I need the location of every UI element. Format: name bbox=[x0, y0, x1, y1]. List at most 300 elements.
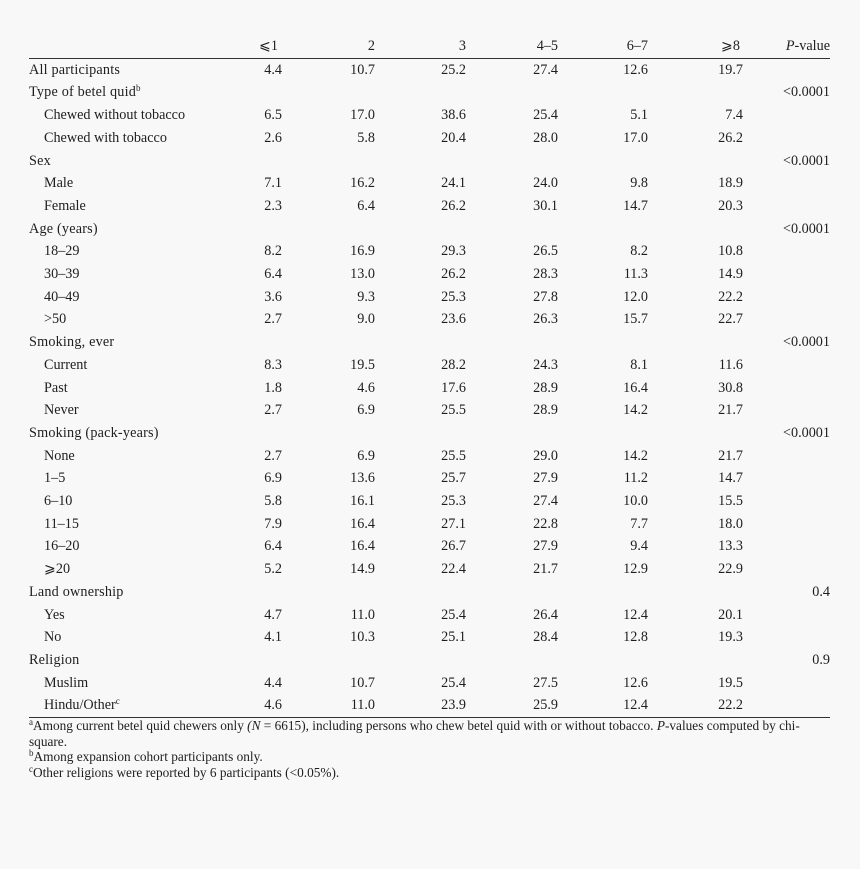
table-cell: 17.0 bbox=[623, 129, 648, 146]
table-cell: 12.0 bbox=[623, 288, 648, 305]
header-label bbox=[29, 35, 224, 58]
row-label-text: 30–39 bbox=[44, 266, 80, 283]
column-header: 4–5 bbox=[494, 35, 584, 58]
table-cell: 22.2 bbox=[718, 288, 743, 305]
row-label-text: 18–29 bbox=[44, 243, 80, 260]
table-group-row bbox=[29, 422, 830, 445]
table-cell: 9.8 bbox=[630, 175, 648, 192]
footnote-text: -values computed by chi-square. bbox=[29, 718, 800, 749]
table-cell: 2.7 bbox=[264, 311, 282, 328]
table-body bbox=[29, 58, 830, 717]
table-cell bbox=[494, 81, 584, 104]
table-cell bbox=[584, 331, 674, 354]
row-label bbox=[29, 195, 224, 218]
table-cell: 8.2 bbox=[630, 243, 648, 260]
table-group-row bbox=[29, 150, 830, 173]
table-cell bbox=[314, 581, 404, 604]
table-cell: 25.4 bbox=[441, 674, 466, 691]
table-cell: 6.4 bbox=[264, 538, 282, 555]
row-label bbox=[29, 626, 224, 649]
table-cell: 17.6 bbox=[441, 379, 466, 396]
row-label-text: >50 bbox=[44, 311, 67, 328]
table-cell: 22.9 bbox=[718, 561, 743, 578]
table-cell: 2.6 bbox=[264, 129, 282, 146]
table-row bbox=[29, 286, 830, 309]
pvalue-header-rest: -value bbox=[794, 38, 830, 54]
row-label-text: Smoking, ever bbox=[29, 334, 115, 351]
table-cell bbox=[584, 649, 674, 672]
table-cell: 25.3 bbox=[441, 288, 466, 305]
table-cell: 14.7 bbox=[623, 197, 648, 214]
table-cell: 26.7 bbox=[441, 538, 466, 555]
row-label-text: Chewed with tobacco bbox=[44, 129, 167, 146]
footnote-a bbox=[29, 718, 834, 749]
column-header: 2 bbox=[314, 35, 404, 58]
table-cell: 10.7 bbox=[350, 674, 375, 691]
table-cell: 14.2 bbox=[623, 402, 648, 419]
pvalue-cell bbox=[764, 127, 830, 150]
table-cell: 9.3 bbox=[357, 288, 375, 305]
table-row bbox=[29, 104, 830, 127]
footnote-c bbox=[29, 765, 834, 781]
table-cell bbox=[674, 150, 764, 173]
row-label-text: Religion bbox=[29, 651, 80, 668]
table-cell bbox=[404, 218, 494, 241]
table-cell bbox=[674, 81, 764, 104]
table-cell: 26.4 bbox=[533, 606, 558, 623]
table-row bbox=[29, 172, 830, 195]
table-row bbox=[29, 127, 830, 150]
table-cell bbox=[224, 331, 314, 354]
row-label bbox=[29, 308, 224, 331]
table-cell bbox=[314, 649, 404, 672]
table-cell: 16.4 bbox=[623, 379, 648, 396]
table-cell: 4.6 bbox=[224, 694, 314, 717]
row-label bbox=[29, 558, 224, 581]
table-cell bbox=[494, 150, 584, 173]
table-cell: 29.3 bbox=[441, 243, 466, 260]
row-label bbox=[29, 445, 224, 468]
pvalue-cell bbox=[764, 263, 830, 286]
row-label bbox=[29, 513, 224, 536]
table-cell bbox=[494, 649, 584, 672]
pvalue-cell bbox=[764, 672, 830, 695]
table-cell bbox=[584, 218, 674, 241]
column-header: 6–7 bbox=[584, 35, 674, 58]
table-cell: 11.2 bbox=[623, 470, 648, 487]
table-cell: 27.5 bbox=[533, 674, 558, 691]
row-label-text: 1–5 bbox=[44, 470, 66, 487]
pvalue-cell bbox=[764, 308, 830, 331]
table-cell: 16.4 bbox=[350, 515, 375, 532]
table-cell bbox=[404, 331, 494, 354]
table-cell: 27.9 bbox=[533, 470, 558, 487]
row-label bbox=[29, 377, 224, 400]
table-cell: 12.4 bbox=[584, 694, 674, 717]
row-label-text: Muslim bbox=[44, 674, 89, 691]
table-cell: 26.5 bbox=[533, 243, 558, 260]
pvalue-cell bbox=[764, 354, 830, 377]
column-header: ⩽1 bbox=[224, 35, 314, 58]
footnote-text: Among expansion cohort participants only. bbox=[33, 749, 263, 764]
table-cell: 27.4 bbox=[533, 61, 558, 78]
row-label bbox=[29, 127, 224, 150]
table-cell: 8.3 bbox=[264, 356, 282, 373]
table-cell: 19.5 bbox=[350, 356, 375, 373]
table-cell: 12.4 bbox=[623, 606, 648, 623]
table-cell: 16.2 bbox=[350, 175, 375, 192]
row-label-text: None bbox=[44, 447, 75, 464]
table-cell: 12.6 bbox=[623, 61, 648, 78]
row-label bbox=[29, 263, 224, 286]
table-cell: 23.9 bbox=[404, 694, 494, 717]
table-cell: 6.9 bbox=[264, 470, 282, 487]
pvalue-cell bbox=[764, 694, 830, 717]
table-row bbox=[29, 694, 830, 717]
table-cell: 22.4 bbox=[441, 561, 466, 578]
table-cell: 14.9 bbox=[350, 561, 375, 578]
table-row bbox=[29, 354, 830, 377]
header-row bbox=[29, 35, 830, 58]
table-cell bbox=[674, 331, 764, 354]
column-header: 3 bbox=[404, 35, 494, 58]
table-cell: 11.0 bbox=[350, 606, 375, 623]
table-cell: 13.6 bbox=[350, 470, 375, 487]
table-cell: 27.8 bbox=[533, 288, 558, 305]
table-row bbox=[29, 513, 830, 536]
table-group-row bbox=[29, 81, 830, 104]
footnote-text: P bbox=[656, 718, 665, 733]
table-cell bbox=[584, 422, 674, 445]
table-cell: 12.8 bbox=[623, 629, 648, 646]
table-cell: 26.2 bbox=[441, 197, 466, 214]
table-cell: 30.8 bbox=[718, 379, 743, 396]
table-cell bbox=[314, 150, 404, 173]
table-cell bbox=[314, 81, 404, 104]
row-label-text: All participants bbox=[29, 61, 121, 78]
row-label bbox=[29, 694, 224, 717]
table-cell: 25.2 bbox=[441, 61, 466, 78]
table-cell: 6.4 bbox=[357, 197, 375, 214]
table-cell: 4.6 bbox=[357, 379, 375, 396]
table-cell: 13.3 bbox=[718, 538, 743, 555]
pvalue-cell: 0.9 bbox=[812, 651, 830, 668]
table-row bbox=[29, 445, 830, 468]
table-cell: 15.7 bbox=[623, 311, 648, 328]
row-label-text: Chewed without tobacco bbox=[44, 107, 186, 124]
row-label bbox=[29, 218, 224, 241]
row-label-text: Land ownership bbox=[29, 583, 124, 600]
pvalue-cell bbox=[764, 467, 830, 490]
table-cell: 11.6 bbox=[718, 356, 743, 373]
table-cell: 28.3 bbox=[533, 266, 558, 283]
pvalue-cell bbox=[764, 58, 830, 81]
row-label-text: Yes bbox=[44, 606, 65, 623]
table-cell: 18.0 bbox=[718, 515, 743, 532]
pvalue-cell bbox=[764, 172, 830, 195]
pvalue-cell bbox=[764, 490, 830, 513]
row-label-text: 6–10 bbox=[44, 493, 73, 510]
table-cell bbox=[674, 218, 764, 241]
table-cell bbox=[314, 218, 404, 241]
table-cell bbox=[314, 331, 404, 354]
table-cell: 28.9 bbox=[533, 379, 558, 396]
table-cell: 14.9 bbox=[718, 266, 743, 283]
table-cell: 25.3 bbox=[441, 493, 466, 510]
footnote-mark: b bbox=[136, 83, 141, 94]
table-row bbox=[29, 399, 830, 422]
table-group-row bbox=[29, 649, 830, 672]
table-row bbox=[29, 604, 830, 627]
table-cell: 4.1 bbox=[264, 629, 282, 646]
table-cell: 16.1 bbox=[350, 493, 375, 510]
table-cell: 10.3 bbox=[350, 629, 375, 646]
footnote-mark: b bbox=[29, 748, 34, 758]
row-label bbox=[29, 150, 224, 173]
table-cell: 12.6 bbox=[623, 674, 648, 691]
table-cell bbox=[404, 150, 494, 173]
table-cell: 6.9 bbox=[357, 447, 375, 464]
footnote-mark: c bbox=[115, 696, 120, 707]
table-cell bbox=[494, 331, 584, 354]
table-header bbox=[29, 35, 830, 58]
table-cell: 19.3 bbox=[718, 629, 743, 646]
table-cell: 20.4 bbox=[441, 129, 466, 146]
pvalue-cell: <0.0001 bbox=[782, 334, 830, 351]
table-cell: 20.3 bbox=[718, 197, 743, 214]
table-cell: 25.7 bbox=[441, 470, 466, 487]
table-cell: 5.1 bbox=[630, 107, 648, 124]
table-cell: 5.8 bbox=[357, 129, 375, 146]
table-cell: 14.2 bbox=[623, 447, 648, 464]
table-cell: 28.4 bbox=[533, 629, 558, 646]
table-cell bbox=[224, 649, 314, 672]
table-cell: 11.3 bbox=[623, 266, 648, 283]
table-row bbox=[29, 308, 830, 331]
table-cell: 7.9 bbox=[264, 515, 282, 532]
table-cell: 21.7 bbox=[718, 402, 743, 419]
row-label bbox=[29, 58, 224, 81]
row-label-text: 40–49 bbox=[44, 288, 80, 305]
table-cell: 18.9 bbox=[718, 175, 743, 192]
table-cell: 9.4 bbox=[630, 538, 648, 555]
row-label-text: Age (years) bbox=[29, 220, 98, 237]
table-cell: 5.2 bbox=[264, 561, 282, 578]
table-cell bbox=[674, 422, 764, 445]
pvalue-cell bbox=[764, 535, 830, 558]
footnote-text: Other religions were reported by 6 participants (<0.05%). bbox=[33, 764, 340, 780]
row-label-text: 11–15 bbox=[44, 515, 79, 532]
table-cell: 4.4 bbox=[264, 61, 282, 78]
table-cell: 24.1 bbox=[441, 175, 466, 192]
table-cell bbox=[224, 81, 314, 104]
table-cell: 10.7 bbox=[350, 61, 375, 78]
table-row bbox=[29, 263, 830, 286]
table-cell bbox=[494, 422, 584, 445]
table-cell bbox=[674, 649, 764, 672]
table-row bbox=[29, 195, 830, 218]
table-cell: 25.1 bbox=[441, 629, 466, 646]
pvalue-cell bbox=[764, 377, 830, 400]
table-cell: 16.9 bbox=[350, 243, 375, 260]
table-cell: 20.1 bbox=[718, 606, 743, 623]
row-label bbox=[29, 286, 224, 309]
pvalue-cell bbox=[764, 445, 830, 468]
table-cell: 28.0 bbox=[533, 129, 558, 146]
table-group-row bbox=[29, 331, 830, 354]
table-cell: 27.9 bbox=[533, 538, 558, 555]
pvalue-cell: 0.4 bbox=[812, 583, 830, 600]
row-label bbox=[29, 672, 224, 695]
row-label bbox=[29, 81, 224, 104]
footnote-mark: a bbox=[29, 717, 33, 727]
table-group-row bbox=[29, 58, 830, 81]
table-cell: 25.9 bbox=[494, 694, 584, 717]
row-label-text: Female bbox=[44, 197, 86, 214]
pvalue-header-italic: P bbox=[785, 38, 795, 54]
table-cell bbox=[224, 218, 314, 241]
row-label-text: Hindu/Other bbox=[44, 697, 116, 714]
table-cell bbox=[224, 422, 314, 445]
table-cell bbox=[404, 649, 494, 672]
table-cell bbox=[314, 422, 404, 445]
table-cell: 21.7 bbox=[533, 561, 558, 578]
table-cell: 2.7 bbox=[264, 402, 282, 419]
table-group-row bbox=[29, 581, 830, 604]
table-cell: 6.9 bbox=[357, 402, 375, 419]
table-cell: 26.2 bbox=[441, 266, 466, 283]
table-cell: 12.9 bbox=[623, 561, 648, 578]
table-cell: 23.6 bbox=[441, 311, 466, 328]
row-label bbox=[29, 104, 224, 127]
table-cell: 2.7 bbox=[264, 447, 282, 464]
row-label bbox=[29, 604, 224, 627]
pvalue-cell bbox=[764, 240, 830, 263]
table-row bbox=[29, 672, 830, 695]
table-cell: 26.2 bbox=[718, 129, 743, 146]
footnotes bbox=[29, 718, 834, 780]
table-row bbox=[29, 558, 830, 581]
pvalue-cell: <0.0001 bbox=[782, 152, 830, 169]
table-cell: 19.5 bbox=[718, 674, 743, 691]
pvalue-cell bbox=[764, 195, 830, 218]
pvalue-header bbox=[764, 35, 830, 58]
table-cell bbox=[584, 81, 674, 104]
table-cell: 3.6 bbox=[264, 288, 282, 305]
table-cell: 7.7 bbox=[630, 515, 648, 532]
table-cell: 38.6 bbox=[441, 107, 466, 124]
table-cell: 22.2 bbox=[674, 694, 764, 717]
table-cell bbox=[404, 81, 494, 104]
table-cell: 21.7 bbox=[718, 447, 743, 464]
table-cell bbox=[494, 218, 584, 241]
table-cell bbox=[494, 581, 584, 604]
table-cell: 10.0 bbox=[623, 493, 648, 510]
table-cell: 5.8 bbox=[264, 493, 282, 510]
table-cell: 27.1 bbox=[441, 515, 466, 532]
pvalue-cell bbox=[764, 104, 830, 127]
table-cell: 8.2 bbox=[264, 243, 282, 260]
table-cell: 26.3 bbox=[533, 311, 558, 328]
table-cell bbox=[224, 581, 314, 604]
row-label-text: Current bbox=[44, 356, 88, 373]
table-cell: 22.7 bbox=[718, 311, 743, 328]
row-label bbox=[29, 649, 224, 672]
table-row bbox=[29, 240, 830, 263]
table-cell bbox=[584, 581, 674, 604]
table-cell bbox=[404, 422, 494, 445]
table-cell: 2.3 bbox=[264, 197, 282, 214]
row-label bbox=[29, 490, 224, 513]
row-label-text: Sex bbox=[29, 152, 51, 169]
table-row bbox=[29, 490, 830, 513]
row-label-text: Past bbox=[44, 379, 68, 396]
table-cell bbox=[584, 150, 674, 173]
pvalue-cell bbox=[764, 558, 830, 581]
table-cell: 30.1 bbox=[533, 197, 558, 214]
table-row bbox=[29, 377, 830, 400]
row-label bbox=[29, 467, 224, 490]
table-cell: 1.8 bbox=[264, 379, 282, 396]
footnote-text: Among current betel quid chewers only bbox=[33, 718, 248, 733]
row-label bbox=[29, 399, 224, 422]
table-row bbox=[29, 626, 830, 649]
table-cell: 25.5 bbox=[441, 447, 466, 464]
row-label-text: 16–20 bbox=[44, 538, 80, 555]
table-row bbox=[29, 467, 830, 490]
row-label bbox=[29, 331, 224, 354]
row-label bbox=[29, 581, 224, 604]
table-cell: 24.0 bbox=[533, 175, 558, 192]
pvalue-cell bbox=[764, 513, 830, 536]
table-cell: 29.0 bbox=[533, 447, 558, 464]
table-cell: 15.5 bbox=[718, 493, 743, 510]
row-label-text: ⩾20 bbox=[44, 561, 71, 578]
table-cell: 28.2 bbox=[441, 356, 466, 373]
footnote-text: = 6615), including persons who chew betel quid with or without tobacco. bbox=[260, 718, 657, 733]
pvalue-cell: <0.0001 bbox=[782, 220, 830, 237]
table-cell: 4.4 bbox=[264, 674, 282, 691]
column-header: ⩾8 bbox=[674, 35, 764, 58]
row-label bbox=[29, 535, 224, 558]
table-cell: 6.5 bbox=[264, 107, 282, 124]
table-group-row bbox=[29, 218, 830, 241]
table-cell: 4.7 bbox=[264, 606, 282, 623]
row-label bbox=[29, 240, 224, 263]
table-cell: 22.8 bbox=[533, 515, 558, 532]
table-cell: 7.1 bbox=[264, 175, 282, 192]
table-cell: 9.0 bbox=[357, 311, 375, 328]
row-label bbox=[29, 172, 224, 195]
table-cell: 24.3 bbox=[533, 356, 558, 373]
pvalue-cell: <0.0001 bbox=[782, 84, 830, 101]
table-cell bbox=[404, 581, 494, 604]
row-label bbox=[29, 354, 224, 377]
row-label-text: Male bbox=[44, 175, 74, 192]
table-cell: 11.0 bbox=[314, 694, 404, 717]
footnote-b bbox=[29, 749, 834, 765]
table-cell: 13.0 bbox=[350, 266, 375, 283]
table-cell: 25.5 bbox=[441, 402, 466, 419]
footnote-mark: c bbox=[29, 763, 33, 774]
pvalue-cell bbox=[764, 604, 830, 627]
table-cell bbox=[224, 150, 314, 173]
table-cell: 19.7 bbox=[718, 61, 743, 78]
data-table bbox=[29, 35, 830, 718]
table-cell: 10.8 bbox=[718, 243, 743, 260]
pvalue-cell bbox=[764, 399, 830, 422]
table-cell: 25.4 bbox=[533, 107, 558, 124]
